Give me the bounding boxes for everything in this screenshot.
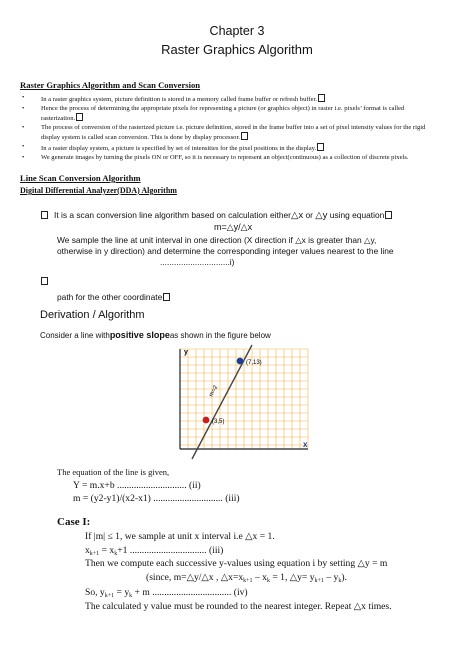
chapter-label: Chapter 3 bbox=[209, 24, 265, 38]
list-item: • The process of conversion of the rasterized picture i.e. picture definition, stored in the frame buffer into a set of pixel intensity values for the rigid display system is called scan conversion. This is done by display processor. bbox=[20, 124, 440, 142]
slope-equation: m=△y/△x bbox=[214, 222, 253, 232]
missing-glyph-icon bbox=[40, 271, 49, 289]
case-line-4: (since, m=△y/△x , $\triangle x=x_{k+1} - x_k = 1$, △y= $y_{k+1} - y_k$). bbox=[146, 572, 347, 584]
list-item: • In a raster display system, a picture is specified by set of intensities for the pixel positions in the display. bbox=[20, 143, 440, 153]
dda-paragraph-1: It is a scan conversion line algorithm based on calculation either△x or △y using equation bbox=[40, 210, 393, 221]
case-line-5: So, $y_{k+1} = y_k + m$ ................................. (iv) bbox=[85, 587, 248, 599]
equation-intro: The equation of the line is given, bbox=[57, 467, 170, 477]
missing-glyph-icon bbox=[318, 94, 325, 102]
list-item: • In a raster graphics system, picture definition is stored in a memory called frame buffer or refresh buffer. bbox=[20, 94, 440, 104]
section-heading-line-scan: Line Scan Conversion Algorithm bbox=[20, 173, 141, 183]
dda-paragraph-2-line2: otherwise in y direction) and determine the corresponding integer values nearest to the line bbox=[57, 246, 394, 256]
missing-glyph-icon bbox=[163, 293, 170, 301]
subheading-dda: Digital Differential Analyzer(DDA) Algorithm bbox=[20, 186, 177, 195]
missing-glyph-icon bbox=[241, 132, 248, 140]
equation-iii: m = (y2-y1)/(x2-x1) ............................. (iii) bbox=[73, 493, 240, 504]
bullet-list bbox=[20, 94, 440, 162]
missing-glyph-icon bbox=[385, 211, 392, 219]
y-axis-label: y bbox=[184, 349, 188, 356]
section-heading-raster: Raster Graphics Algorithm and Scan Conversion bbox=[20, 80, 201, 90]
page-title: Raster Graphics Algorithm bbox=[161, 42, 313, 57]
missing-glyph-icon bbox=[41, 211, 48, 219]
figure-grid bbox=[180, 349, 308, 449]
slope-label: m=2 bbox=[208, 384, 220, 398]
missing-glyph-icon bbox=[317, 143, 324, 151]
dda-paragraph-2-line3: ..............................i) bbox=[160, 257, 235, 267]
slope-figure bbox=[170, 343, 320, 461]
point-7-13 bbox=[237, 358, 244, 365]
case-line-6: The calculated y value must be rounded to the nearest integer. Repeat △x times. bbox=[85, 601, 392, 612]
point-3-5-label: (3,5) bbox=[212, 419, 225, 425]
derivation-heading: Derivation / Algorithm bbox=[40, 309, 145, 321]
derivation-intro: Consider a line withpositive slopeas shown in the figure below bbox=[40, 330, 271, 340]
list-item: • We generate images by turning the pixels ON or OFF, so it is necessary to represent an object(continuous) as a collection of discrete pixels. bbox=[20, 154, 440, 162]
case-heading: Case I: bbox=[57, 516, 91, 528]
dda-paragraph-3: path for the other coordinate bbox=[57, 292, 171, 302]
case-line-3: Then we compute each successive y-values using equation i by setting △y = m bbox=[85, 558, 388, 569]
missing-glyph-icon bbox=[76, 113, 83, 121]
case-line-2: $x_{k+1} = x_k+1$ ................................ (iii) bbox=[85, 545, 224, 557]
x-axis-label: x bbox=[303, 440, 308, 449]
list-item: • Hence the process of determining the appropriate pixels for representing a picture (or graphics object) in raster i.e. pixels’ format is called rasterization. bbox=[20, 105, 440, 123]
point-3-5 bbox=[203, 417, 210, 424]
dda-paragraph-2-line1: We sample the line at unit interval in one direction (X direction if △x is greater than △y, bbox=[57, 235, 377, 245]
case-line-1: If |m| ≤ 1, we sample at unit x interval i.e △x = 1. bbox=[85, 531, 275, 542]
equation-ii: Y = m.x+b ............................. (ii) bbox=[73, 480, 201, 491]
point-7-13-label: (7,13) bbox=[246, 360, 262, 366]
